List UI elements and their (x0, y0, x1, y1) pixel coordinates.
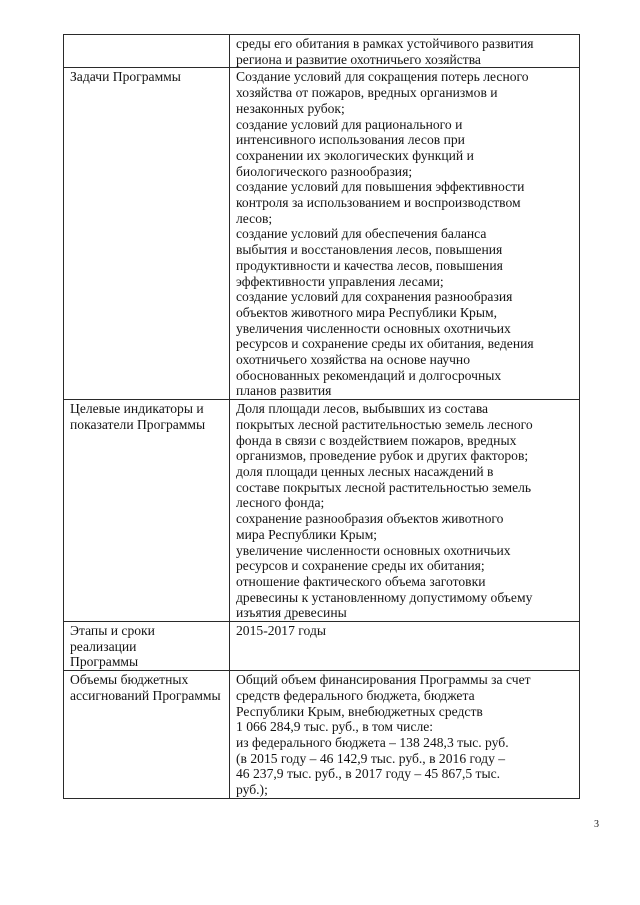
row-label-cell (64, 671, 230, 799)
row-content-cell (230, 622, 580, 671)
content-paragraph: Создание условий для сокращения потерь лесного хозяйства от пожаров, вредных организмов и незаконных рубок; (236, 69, 529, 116)
row-label: Объемы бюджетных ассигнований Программы (70, 672, 221, 703)
content-paragraph: отношение фактического объема заготовки древесины к установленному допустимому объему изъятия древесины (236, 573, 533, 621)
table-row (64, 68, 580, 400)
row-label-cell (64, 35, 230, 68)
row-content-cell (230, 68, 580, 400)
row-label-cell (64, 400, 230, 622)
table-row (64, 35, 580, 68)
content-paragraph: (в 2015 году – 46 142,9 тыс. руб., в 2016 году – 46 237,9 тыс. руб., в 2017 году – 45 867,5 тыс. руб.); (236, 750, 506, 798)
content-paragraph: создание условий для повышения эффективности контроля за использованием и воспроизводством лесов; (236, 179, 525, 226)
table-row (64, 622, 580, 671)
row-content-cell (230, 671, 580, 799)
row-label: Этапы и сроки реализации Программы (70, 623, 155, 670)
row-label-cell (64, 68, 230, 400)
content-paragraph: доля площади ценных лесных насаждений в составе покрытых лесной растительностью земель лесного фонда; (236, 463, 532, 511)
content-paragraph: создание условий для обеспечения баланса выбытия и восстановления лесов, повышения продуктивности и качества лесов, повышения эффективности управления лесами; (236, 226, 503, 289)
content-paragraph: увеличение численности основных охотничьих ресурсов и сохранение среды их обитания; (236, 542, 511, 574)
content-paragraph: создание условий для сохранения разнообразия объектов животного мира Республики Крым, увеличения численности основных охотничьих ресурсов и сохранение среды их обитания, ведения охотничьего хозяйства на основе научно обоснованных рекомендаций и долгосрочных планов развития (236, 289, 534, 399)
table-row (64, 400, 580, 622)
row-label-cell (64, 622, 230, 671)
page-number: 3 (594, 819, 599, 830)
content-paragraph: Общий объем финансирования Программы за счет средств федерального бюджета, бюджета Республики Крым, внебюджетных средств 1 066 284,9 тыс. руб., в том числе: (236, 672, 531, 735)
content-paragraph: сохранение разнообразия объектов животного мира Республики Крым; (236, 511, 504, 542)
content-paragraph: создание условий для рационального и интенсивного использования лесов при сохранении их экологических функций и биологического разнообразия; (236, 116, 474, 179)
row-content-cell (230, 35, 580, 68)
row-content-cell (230, 400, 580, 622)
program-passport-table (63, 34, 580, 799)
row-label: Задачи Программы (70, 69, 181, 85)
table-row (64, 671, 580, 799)
content-paragraph: 2015-2017 годы (236, 623, 326, 639)
row-label: Целевые индикаторы и показатели Программы (70, 401, 206, 432)
content-paragraph: среды его обитания в рамках устойчивого развития региона и развитие охотничьего хозяйства (236, 36, 534, 67)
content-paragraph: из федерального бюджета – 138 248,3 тыс. руб. (236, 734, 509, 750)
content-paragraph: Доля площади лесов, выбывших из состава покрытых лесной растительностью земель лесного фонда в связи с воздействием пожаров, вредных организмов, проведение рубок и других факторов; (236, 401, 533, 464)
